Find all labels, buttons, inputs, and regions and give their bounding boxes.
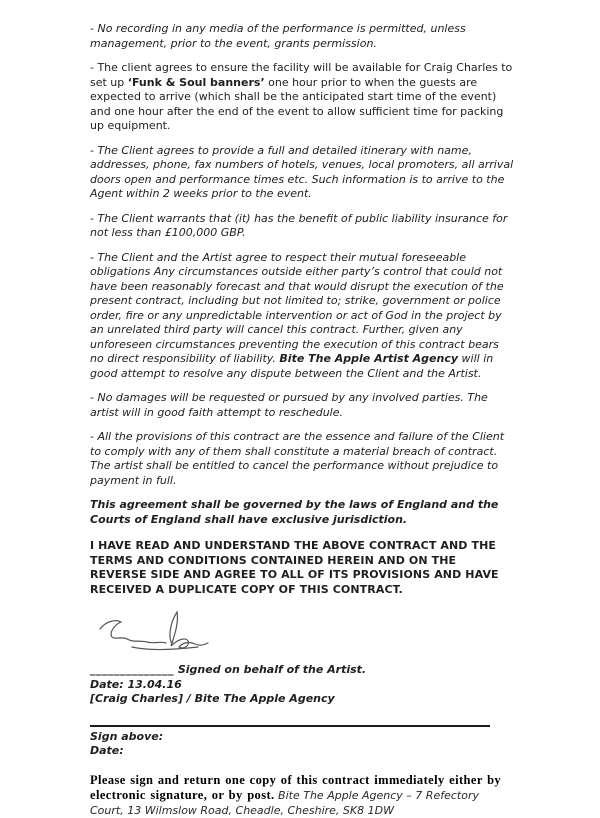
client-sign-above-label: Sign above: [90, 730, 516, 745]
artist-date-line: Date: 13.04.16 [90, 678, 516, 693]
governing-law-statement [90, 498, 516, 527]
acknowledgement-statement: I HAVE READ AND UNDERSTAND THE ABOVE CONTRACT AND THE TERMS AND CONDITIONS CONTAINED HEREIN AND ON THE REVERSE SIDE AND AGREE TO ALL OF ITS PROVISIONS AND HAVE RECEIVED A DUPLICATE COPY OF THIS CONTRACT. [90, 539, 516, 597]
artist-name-line: [Craig Charles] / Bite The Apple Agency [90, 692, 516, 707]
clause-facility-access [90, 61, 516, 134]
artist-signed-line [90, 663, 516, 678]
clause-provisions-breach: - All the provisions of this contract are the essence and failure of the Client to comply with any of them shall constitute a material breach of contract. The artist shall be entitled to cancel the performance without prejudice to payment in full. [90, 430, 516, 488]
clause-force-majeure-text-pre: - The Client and the Artist agree to respect their mutual foreseeable obligations Any circumstances outside either party’s control that could not have been reasonably forecast and that would disrupt the execution of the present contract, including but not limited to; strike, government or police order, fire or any unpredictable intervention or act of God in the project by an unrelated third party will cancel this contract. Further, given any unforeseen circumstances preventing the execution of this contract bears no direct responsibility of liability. [90, 251, 504, 366]
clause-no-damages: - No damages will be requested or pursued by any involved parties. The artist will in good faith attempt to reschedule. [90, 391, 516, 420]
governing-law-line1: This agreement shall be governed by the laws of England and the [90, 498, 498, 511]
artist-signature-scribble [94, 609, 516, 663]
clause-facility-text-post: one hour prior to when the guests are expected to arrive (which shall be the anticipated start time of the event) and one hour after the end of the event to allow sufficient time for packing up equipment. [90, 76, 503, 133]
clause-force-majeure [90, 251, 516, 382]
client-date-label: Date: [90, 744, 516, 759]
clause-facility-banners-bold: ‘Funk & Soul banners’ [128, 76, 265, 89]
clause-itinerary: - The Client agrees to provide a full and detailed itinerary with name, addresses, phone, fax numbers of hotels, venues, local promoters, all arrival doors open and performance times etc. Such information is to arrive to the Agent within 2 weeks prior to the event. [90, 144, 516, 202]
clause-facility-text-pre: - The client agrees to ensure the facility will be available for Craig Charles to set up [90, 61, 512, 89]
footer-return-instruction [90, 773, 516, 818]
artist-signed-label: Signed on behalf of the Artist. [174, 663, 366, 676]
clause-insurance: - The Client warrants that (it) has the benefit of public liability insurance for not less than £100,000 GBP. [90, 212, 516, 241]
governing-law-line2: Courts of England shall have exclusive jurisdiction. [90, 513, 407, 526]
artist-signature-blank: ______________ [90, 663, 174, 676]
clause-no-recording: - No recording in any media of the performance is permitted, unless management, prior to the event, grants permission. [90, 22, 516, 51]
agency-address: Bite The Apple Agency – 7 Refectory Court, 13 Wilmslow Road, Cheadle, Cheshire, SK8 1DW [90, 789, 479, 817]
footer-instruction-bold: Please sign and return one copy of this contract immediately either by electronic signature, or by post. [90, 773, 501, 803]
signature-ink-icon [94, 609, 214, 661]
clause-force-majeure-text-post: will in good attempt to resolve any dispute between the Client and the Artist. [90, 352, 493, 380]
clause-force-majeure-agency-bold: Bite The Apple Artist Agency [279, 352, 458, 365]
client-signature-line [90, 725, 490, 727]
